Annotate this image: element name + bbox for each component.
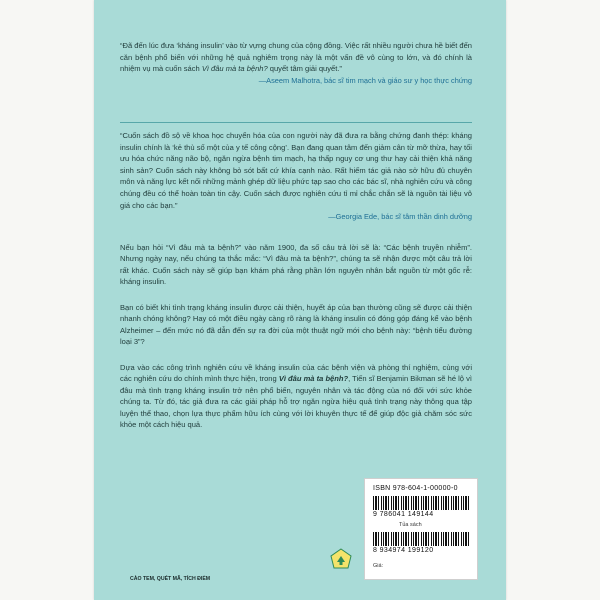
quote-attribution: —Aseem Malhotra, bác sĩ tim mạch và giáo sư y học thực chứng	[258, 75, 472, 85]
paragraph-text: Dựa vào các công trình nghiên cứu về kháng insulin của các bệnh viện và phòng thí nghiệm, cùng với các nghiên cứu do chính mình thực hiện, trong	[120, 363, 472, 384]
quote-text: “Cuốn sách đồ sộ về khoa học chuyển hóa của con người này đã đưa ra bằng chứng đanh thép: kháng insulin chính là ‘kẻ thù số một của y tế công cộng’. Bạn đang quan tâm đến giảm cân từ mỡ thừa, hay tối ưu hóa chức năng não bộ, ngăn ngừa bệnh tim mạch, hạ thấp nguy cơ ung thư hay cải thiện khả năng sinh sản? Cuốn sách này không bỏ sót bất cứ khía cạnh nào. Rất hiếm tác giả nào sở hữu đủ chuyên môn và năng lực kết nối những mảnh ghép dữ liệu phức tạp sao cho các bác sĩ, nhà nghiên cứu và công chúng đều có thể hoàn toàn tin cậy. Cuốn sách được nghiên cứu tỉ mỉ chắc chắn sẽ là nguồn tài liệu vô giá cho các bạn.”	[120, 131, 472, 210]
paragraph-text-end: , Tiến sĩ Benjamin Bikman sẽ hé lộ vì đâu mà tình trạng kháng insulin trở nên phổ biến, nguyên nhân và tác động của nó đối với sức khỏe chúng ta. Từ đó, tác giả đưa ra các giải pháp hỗ trợ ngăn ngừa hiệu quả tình trạng này thông qua tập luyện thể thao, chọn lựa thực phẩm hữu ích cùng với lời khuyên thực tế để giúp độc giả chăm sóc sức khỏe một cách hiệu quả.	[120, 374, 472, 430]
description-paragraph-2: Bạn có biết khi tình trạng kháng insulin được cải thiện, huyết áp của bạn thường cũng sẽ được cải thiện nhanh chóng không? Hay có một điều ngày càng rõ ràng là kháng insulin có đóng góp đáng kể vào bệnh Alzheimer – đến mức nó đã dẫn đến sự ra đời của một thuật ngữ mới cho bệnh này: “bệnh tiểu đường loại 3”?	[120, 303, 472, 347]
quote-malhotra	[120, 40, 472, 86]
barcode-panel	[364, 478, 478, 580]
publisher-logo-icon	[330, 548, 352, 570]
quote-attribution: —Georgia Ede, bác sĩ tâm thần dinh dưỡng	[328, 212, 472, 222]
series-label: Tủa sách	[399, 522, 422, 528]
book-back-cover	[94, 0, 506, 600]
isbn-barcode-digits: 9 786041 149144	[373, 511, 434, 518]
book-title-italic: Vì đâu mà ta bệnh?	[278, 374, 349, 384]
isbn-number: ISBN 978-604-1-00000-0	[373, 485, 458, 492]
quote-text-end: quyết tâm giải quyết.”	[267, 64, 342, 74]
price-label: Giá:	[373, 563, 384, 569]
isbn-barcode	[373, 496, 469, 510]
ean-barcode-digits: 8 934974 199120	[373, 547, 434, 554]
ean-barcode	[373, 532, 469, 546]
quote-text: “Đã đến lúc đưa ‘kháng insulin’ vào từ vựng chung của cộng đồng. Việc rất nhiều người chưa hề biết đến căn bệnh phổ biến với những hệ quả nghiêm trọng này là một vấn đề vô cùng to lớn, và đó chính là nhiệm vụ mà cuốn sách	[120, 41, 472, 74]
scratch-stamp-note: CÀO TEM, QUÉT MÃ, TÍCH ĐIỂM	[130, 576, 211, 582]
description-paragraph-1: Nếu bạn hỏi “Vì đâu mà ta bệnh?” vào năm 1900, đa số câu trả lời sẽ là: “Các bệnh truyền nhiễm”. Nhưng ngày nay, nếu chúng ta thắc mắc: “Vì đâu mà ta bệnh?”, chúng ta sẽ nhận được một câu trả lời rất khác. Cuốn sách này sẽ giúp bạn khám phá rằng phần lớn nguyên nhân bắt nguồn từ một gốc rễ: kháng insulin.	[120, 243, 472, 287]
divider	[120, 122, 472, 123]
quote-ede	[120, 130, 472, 223]
description-paragraph-3	[120, 362, 472, 430]
book-title-italic: Vì đâu mà ta bệnh?	[201, 64, 268, 74]
